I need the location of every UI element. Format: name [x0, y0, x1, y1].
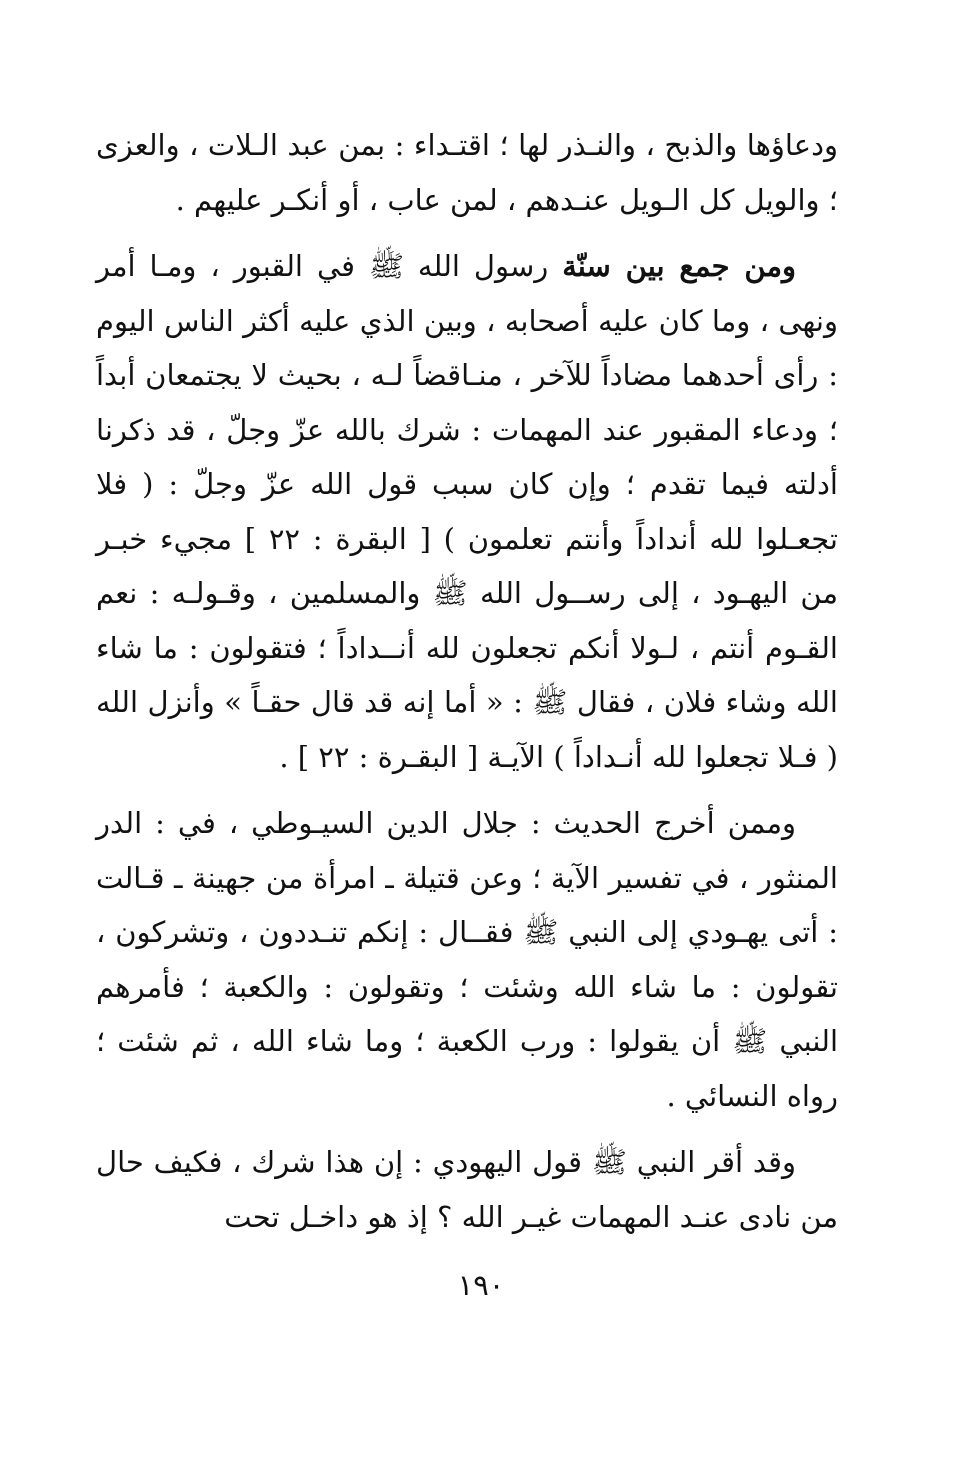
paragraph-2	[96, 239, 838, 784]
paragraph-1	[96, 118, 838, 227]
page-body	[96, 118, 838, 1244]
paragraph-4	[96, 1135, 838, 1244]
paragraph-3	[96, 796, 838, 1123]
page-number: ١٩٠	[457, 1268, 505, 1302]
paragraph-4-text: وقد أقر النبي ﷺ قول اليهودي : إن هذا شرك ، فكيف حال من نادى عنـد المهمات غيـر الله ؟ إذ هو داخـل تحت	[96, 1145, 838, 1234]
paragraph-2-text: رسول الله ﷺ في القبور ، ومـا أمر ونهى ، وما كان عليه أصحابه ، وبين الذي عليه أكثر الناس اليوم : رأى أحدهما مضاداً للآخر ، منـاقضاً لـه ، بحيث لا يجتمعان أبداً ؛ ودعاء المقبور عند المهمات : شرك بالله عزّ وجلّ ، قد ذكرنا أدلته فيما تقدم ؛ وإن كان سبب قول الله عزّ وجلّ : ( فلا تجعـلوا لله أنداداً وأنتم تعلمون ) [ البقرة : ٢٢ ] مجيء خبـر من اليهـود ، إلى رســول الله ﷺ والمسلمين ، وقـولـه : نعم القـوم أنتم ، لـولا أنكم تجعلون لله أنــداداً ؛ فتقولون : ما شاء الله وشاء فلان ، فقال ﷺ : « أما إنه قد قال حقـاً » وأنزل الله ( فـلا تجعلوا لله أنـداداً ) الآيـة [ البقـرة : ٢٢ ] .	[96, 249, 838, 774]
paragraph-2-bold-lead: ومن جمع بين سنّة	[562, 249, 796, 283]
paragraph-1-text: ودعاؤها والذبح ، والنـذر لها ؛ اقتـداء : بمن عبد الـلات ، والعزى ؛ والويل كل الـويل عنـدهم ، لمن عاب ، أو أنكـر عليهم .	[96, 128, 838, 217]
paragraph-3-text: وممن أخرج الحديث : جلال الدين السيـوطي ، في : الدر المنثور ، في تفسير الآية ؛ وعن قتيلة ـ امرأة من جهينة ـ قـالت : أتى يهـودي إلى النبي ﷺ فقــال : إنكم تنـددون ، وتشركون ، تقولون : ما شاء الله وشئت ؛ وتقولون : والكعبة ؛ فأمرهم النبي ﷺ أن يقولوا : ورب الكعبة ؛ وما شاء الله ، ثم شئت ؛ رواه النسائي .	[96, 806, 838, 1113]
